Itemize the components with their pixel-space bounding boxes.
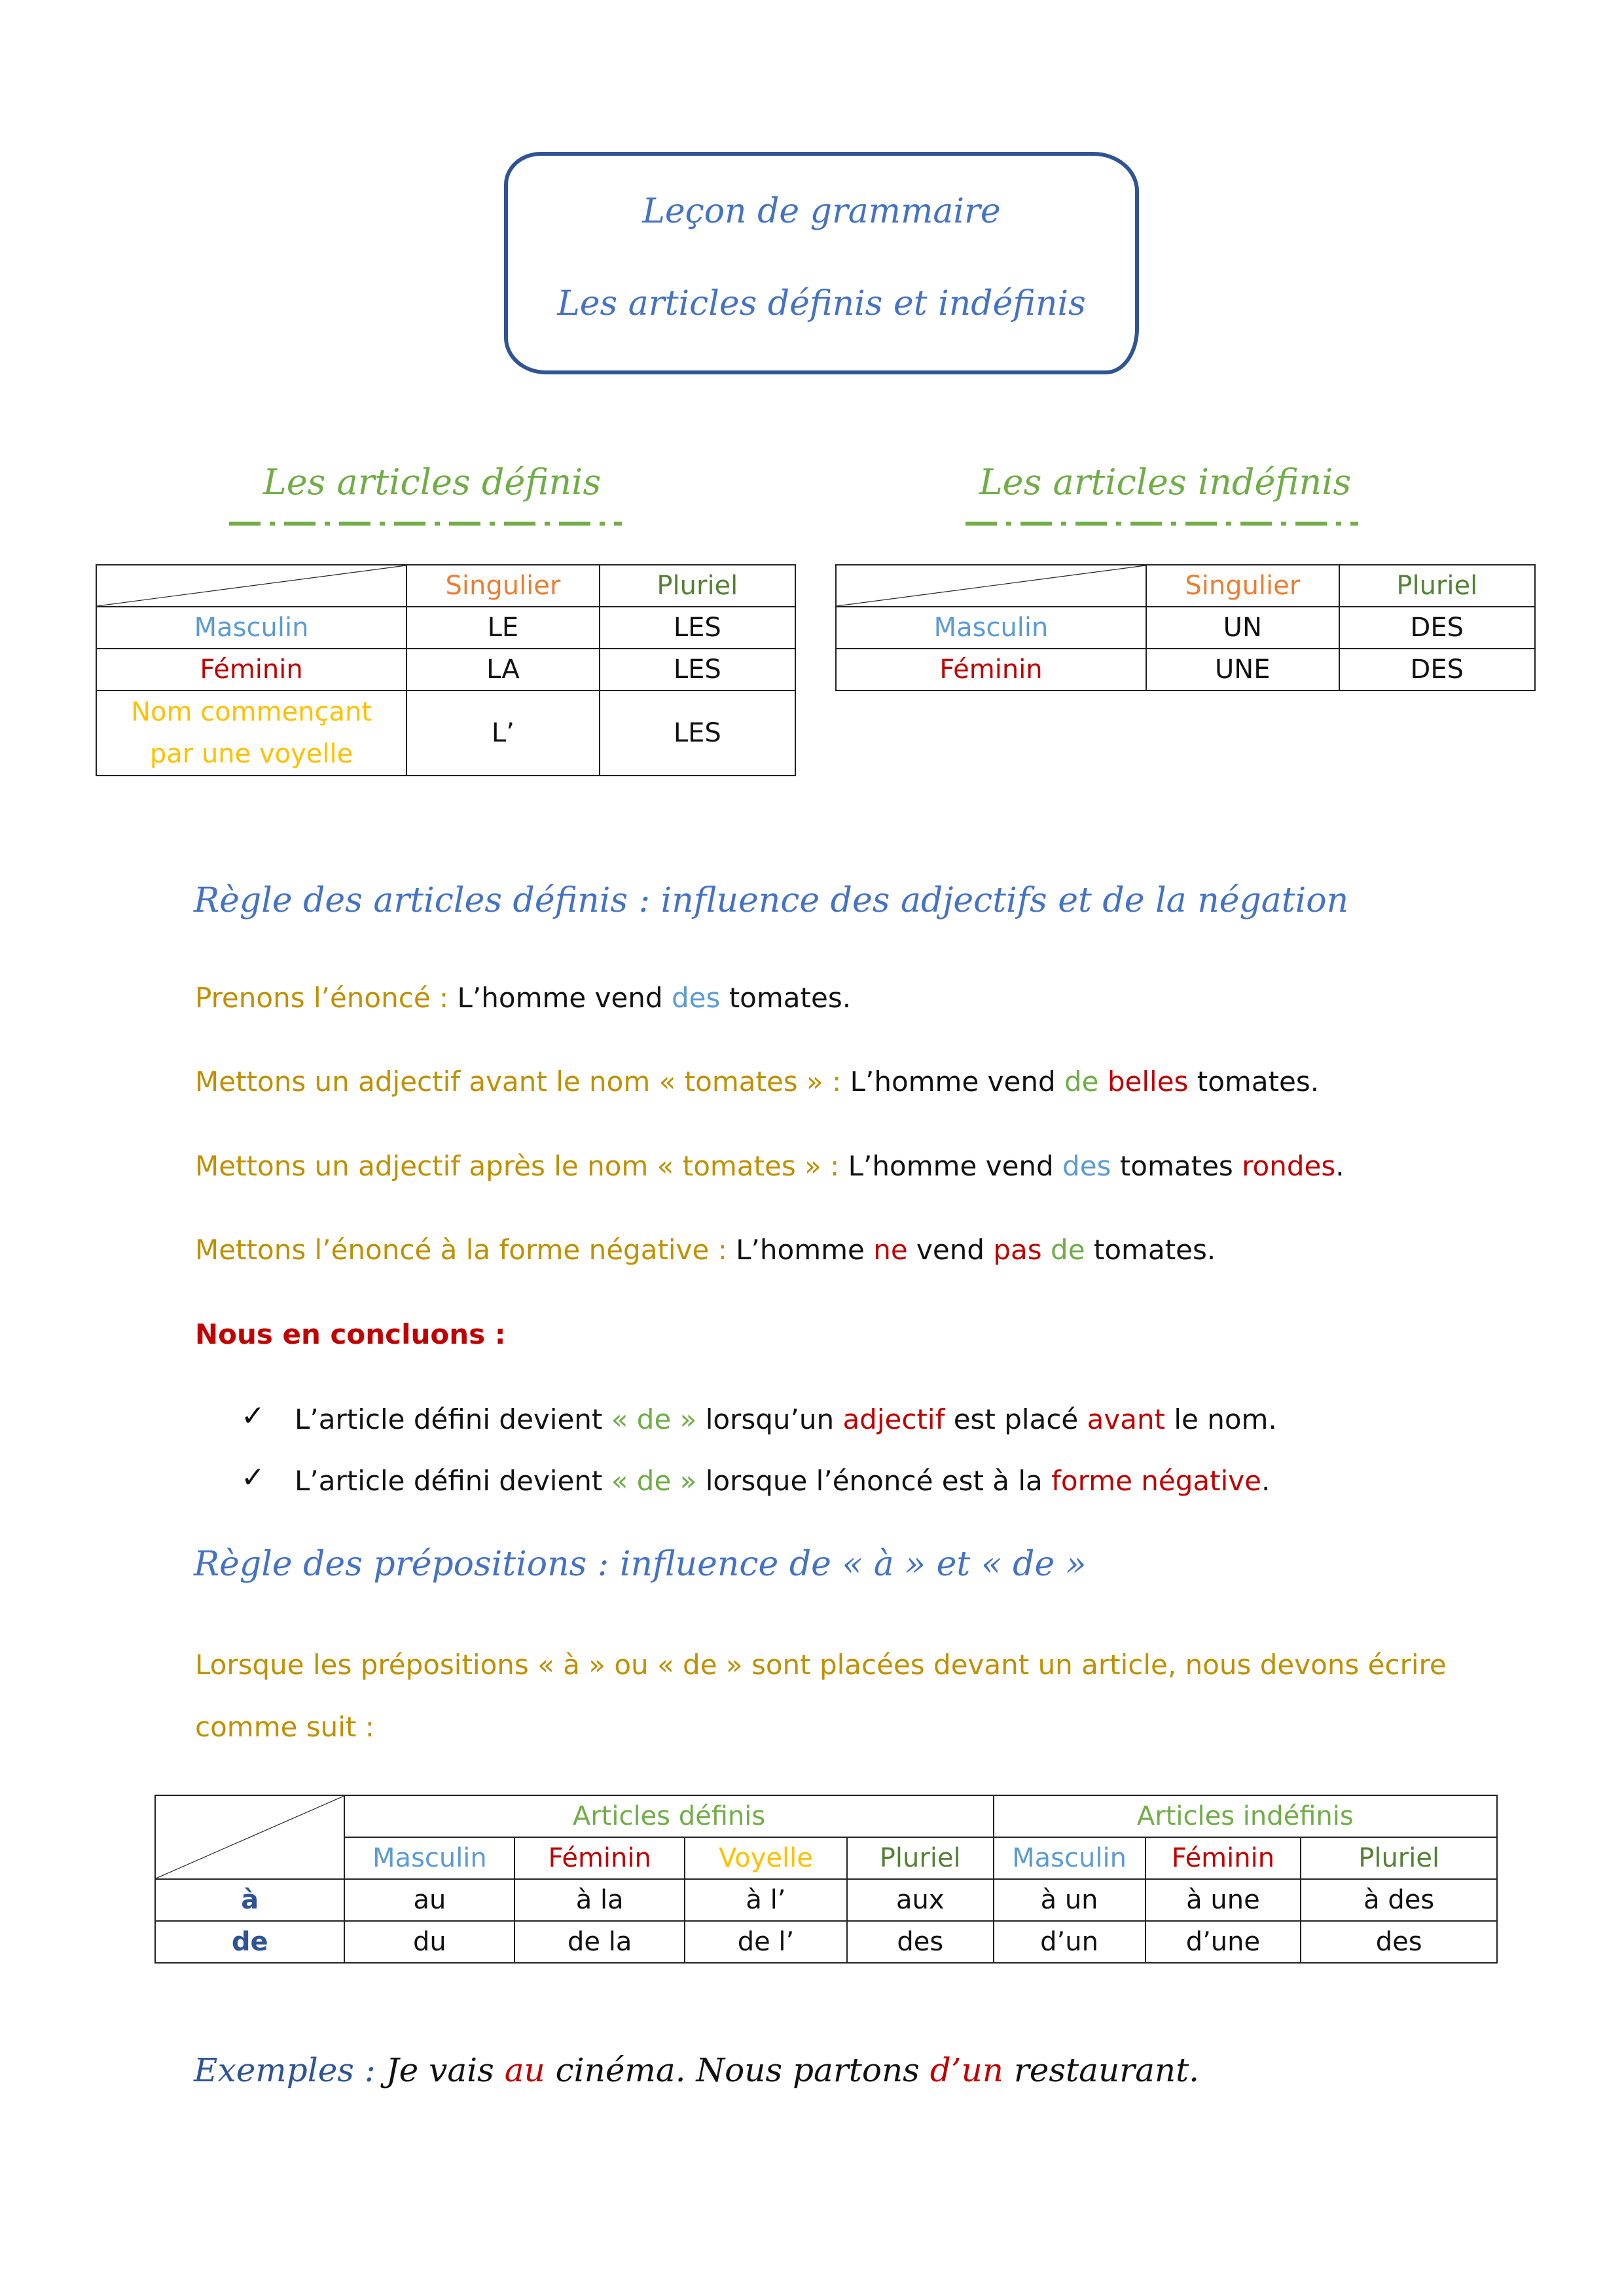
- negation-highlight: pas: [993, 1234, 1042, 1266]
- exemple-text: cinéma. Nous partons: [545, 2051, 930, 2089]
- definis-col-pluriel: Pluriel: [600, 565, 795, 607]
- de-highlight: « de »: [611, 1465, 697, 1497]
- indefinis-col-singulier: Singulier: [1146, 565, 1339, 607]
- conclusion-text: le nom.: [1165, 1403, 1277, 1435]
- sentence-text: tomates.: [1085, 1234, 1216, 1266]
- prep-cell: au: [344, 1879, 514, 1921]
- exemples-line: [194, 2051, 1199, 2089]
- article-highlight: des: [1062, 1150, 1111, 1182]
- definis-heading: Les articles définis: [262, 461, 602, 503]
- sentence-3: [195, 1150, 1344, 1182]
- indefinis-dash-rule: [965, 521, 1358, 526]
- prep-group-definis: Articles définis: [344, 1795, 993, 1837]
- prep-cell: d’une: [1146, 1921, 1301, 1963]
- definis-cell: LA: [406, 649, 600, 691]
- conclusion-text: L’article défini devient: [295, 1465, 611, 1497]
- sentence-text: [1042, 1234, 1051, 1266]
- regle2-heading: Règle des prépositions : influence de « à » et « de »: [194, 1545, 1087, 1584]
- de-highlight: « de »: [611, 1403, 697, 1435]
- indefinis-col-pluriel: Pluriel: [1339, 565, 1535, 607]
- definis-cell: LES: [600, 607, 795, 649]
- indefinis-cell: UNE: [1146, 649, 1339, 691]
- prep-group-indefinis: Articles indéfinis: [994, 1795, 1497, 1837]
- definis-row-label: Féminin: [96, 649, 406, 691]
- indefinis-row-label: Féminin: [836, 649, 1146, 691]
- conclusion-text: est placé: [945, 1403, 1087, 1435]
- indefinis-cell: DES: [1339, 649, 1535, 691]
- prep-cell: de la: [514, 1921, 685, 1963]
- prep-header: Masculin: [344, 1837, 514, 1879]
- indefinis-corner-cell: [836, 565, 1146, 607]
- prep-cell: de l’: [685, 1921, 847, 1963]
- exemple-text: restaurant.: [1003, 2051, 1200, 2089]
- prep-cell: à la: [514, 1879, 685, 1921]
- indefinis-heading: Les articles indéfinis: [979, 461, 1352, 503]
- prep-row-label: à: [155, 1879, 344, 1921]
- indefinis-row-label: Masculin: [836, 607, 1146, 649]
- sentence-intro: Mettons l’énoncé à la forme négative :: [195, 1234, 736, 1266]
- article-highlight: des: [671, 982, 721, 1014]
- sentence-intro: Mettons un adjectif après le nom « tomates » :: [195, 1150, 848, 1182]
- prep-header: Féminin: [514, 1837, 685, 1879]
- definis-row-label-line1: Nom commençant: [131, 697, 372, 727]
- prep-cell: à l’: [685, 1879, 847, 1921]
- definis-cell: LES: [600, 691, 795, 776]
- exemples-label: Exemples :: [194, 2051, 376, 2089]
- sentence-text: L’homme vend: [850, 1066, 1064, 1098]
- conclusion-2: [295, 1465, 1270, 1497]
- sentence-text: tomates.: [720, 982, 852, 1014]
- article-highlight: de: [1051, 1234, 1085, 1266]
- keyword-highlight: forme négative: [1051, 1465, 1261, 1497]
- sentence-text: .: [1335, 1150, 1344, 1182]
- definis-row-label-line2: par une voyelle: [149, 739, 353, 769]
- prep-header: Pluriel: [847, 1837, 994, 1879]
- prep-cell: à un: [994, 1879, 1146, 1921]
- keyword-highlight: avant: [1087, 1403, 1166, 1435]
- sentence-intro: Prenons l’énoncé :: [195, 982, 458, 1014]
- sentence-text: vend: [907, 1234, 994, 1266]
- sentence-intro: Mettons un adjectif avant le nom « tomates » :: [195, 1066, 850, 1098]
- prepositions-table: [154, 1795, 1498, 1964]
- regle1-heading: Règle des articles définis : influence des adjectifs et de la négation: [194, 881, 1349, 920]
- regle2-paragraph-line1: Lorsque les prépositions « à » ou « de » sont placées devant un article, nous devons écrire: [195, 1649, 1447, 1681]
- definis-row-label: Masculin: [96, 607, 406, 649]
- keyword-highlight: adjectif: [842, 1403, 945, 1435]
- negation-highlight: ne: [873, 1234, 908, 1266]
- sentence-4: [195, 1234, 1216, 1266]
- definis-cell: LES: [600, 649, 795, 691]
- adjective-highlight: rondes: [1242, 1150, 1336, 1182]
- conclusion-text: .: [1261, 1465, 1271, 1497]
- indefinis-table: [835, 564, 1536, 691]
- prep-cell: d’un: [994, 1921, 1146, 1963]
- prep-header: Féminin: [1146, 1837, 1301, 1879]
- prep-row-label: de: [155, 1921, 344, 1963]
- prep-corner-cell: [155, 1795, 344, 1879]
- prep-cell: à une: [1146, 1879, 1301, 1921]
- exemple-highlight: d’un: [929, 2051, 1004, 2089]
- conclusion-text: lorsque l’énoncé est à la: [696, 1465, 1052, 1497]
- sentence-1: [195, 982, 851, 1014]
- definis-cell: LE: [406, 607, 600, 649]
- prep-cell: du: [344, 1921, 514, 1963]
- definis-row-label-voyelle: [96, 691, 406, 776]
- prep-cell: aux: [847, 1879, 994, 1921]
- sentence-text: L’homme: [736, 1234, 874, 1266]
- definis-col-singulier: Singulier: [406, 565, 600, 607]
- title-box: [504, 152, 1139, 374]
- prep-cell: des: [1301, 1921, 1497, 1963]
- conclusion-text: lorsqu’un: [696, 1403, 843, 1435]
- conclusion-text: L’article défini devient: [295, 1403, 611, 1435]
- indefinis-cell: UN: [1146, 607, 1339, 649]
- definis-table: [96, 564, 796, 776]
- conclusion-label: Nous en concluons :: [195, 1318, 506, 1350]
- prep-cell: des: [847, 1921, 994, 1963]
- prep-cell: à des: [1301, 1879, 1497, 1921]
- lesson-subtitle: Les articles définis et indéfinis: [557, 284, 1086, 323]
- sentence-text: tomates.: [1188, 1066, 1320, 1098]
- checkmark-icon: ✓: [241, 1461, 265, 1494]
- prep-header: Voyelle: [685, 1837, 847, 1879]
- definis-cell: L’: [406, 691, 600, 776]
- prep-header: Masculin: [994, 1837, 1146, 1879]
- lesson-title: Leçon de grammaire: [642, 192, 1001, 231]
- prep-header: Pluriel: [1301, 1837, 1497, 1879]
- definis-corner-cell: [96, 565, 406, 607]
- checkmark-icon: ✓: [241, 1399, 265, 1433]
- sentence-text: tomates: [1111, 1150, 1242, 1182]
- adjective-highlight: belles: [1107, 1066, 1189, 1098]
- definis-dash-rule: [229, 521, 622, 526]
- regle2-paragraph-line2: comme suit :: [195, 1711, 374, 1743]
- article-highlight: de: [1064, 1066, 1099, 1098]
- exemple-highlight: au: [504, 2051, 545, 2089]
- sentence-text: L’homme vend: [457, 982, 672, 1014]
- exemple-text: Je vais: [375, 2051, 505, 2089]
- indefinis-cell: DES: [1339, 607, 1535, 649]
- sentence-2: [195, 1066, 1319, 1098]
- sentence-text: [1099, 1066, 1108, 1098]
- conclusion-1: [295, 1403, 1277, 1435]
- sentence-text: L’homme vend: [848, 1150, 1063, 1182]
